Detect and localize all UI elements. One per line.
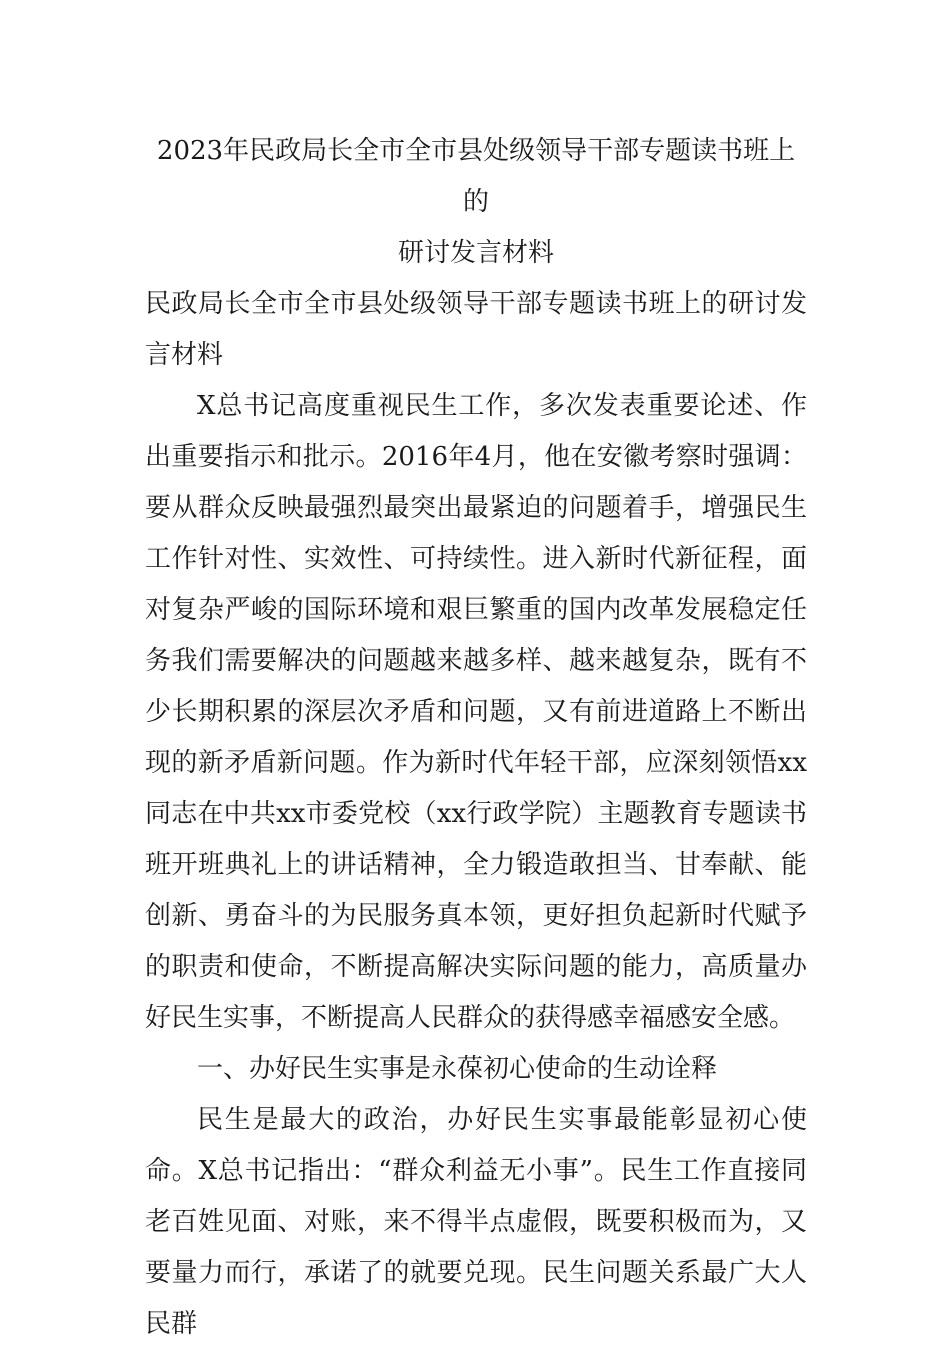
section-heading-1: 一、办好民生实事是永葆初心使命的生动诠释	[197, 1054, 718, 1084]
body-paragraph-1: X总书记高度重视民生工作，多次发表重要论述、作出重要指示和批示。2016年4月，他在安徽考察时强调：要从群众反映最强烈最突出最紧迫的问题着手，增强民生工作针对性、实效性、可持续性。进入新时代新征程，面对复杂严峻的国际环境和艰巨繁重的国内改革发展稳定任务我们需要解决的问题越来越多样、越来越复杂，既有不少长期积累的深层次矛盾和问题，又有前进道路上不断出现的新矛盾新问题。作为新时代年轻干部，应深刻领悟xx同志在中共xx市委党校（xx行政学院）主题教育专题读书班开班典礼上的讲话精神，全力锻造敢担当、甘奉献、能创新、勇奋斗的为民服务真本领，更好担负起新时代赋予的职责和使命，不断提高解决实际问题的能力，高质量办好民生实事，不断提高人民群众的获得感幸福感安全感。	[145, 391, 807, 1033]
body-paragraph-2: 民生是最大的政治，办好民生实事最能彰显初心使命。X总书记指出：“群众利益无小事”。民生工作直接同老百姓见面、对账，来不得半点虚假，既要积极而为，又要量力而行，承诺了的就要兑现。民生问题关系最广大人民群	[145, 1105, 807, 1339]
document-body	[145, 126, 807, 1350]
document-title	[145, 126, 807, 279]
document-title-line-2: 研讨发言材料	[397, 238, 554, 268]
document-subtitle: 民政局长全市全市县处级领导干部专题读书班上的研讨发言材料	[145, 289, 807, 370]
document-title-line-1: 2023年民政局长全市全市县处级领导干部专题读书班上的	[156, 136, 796, 217]
